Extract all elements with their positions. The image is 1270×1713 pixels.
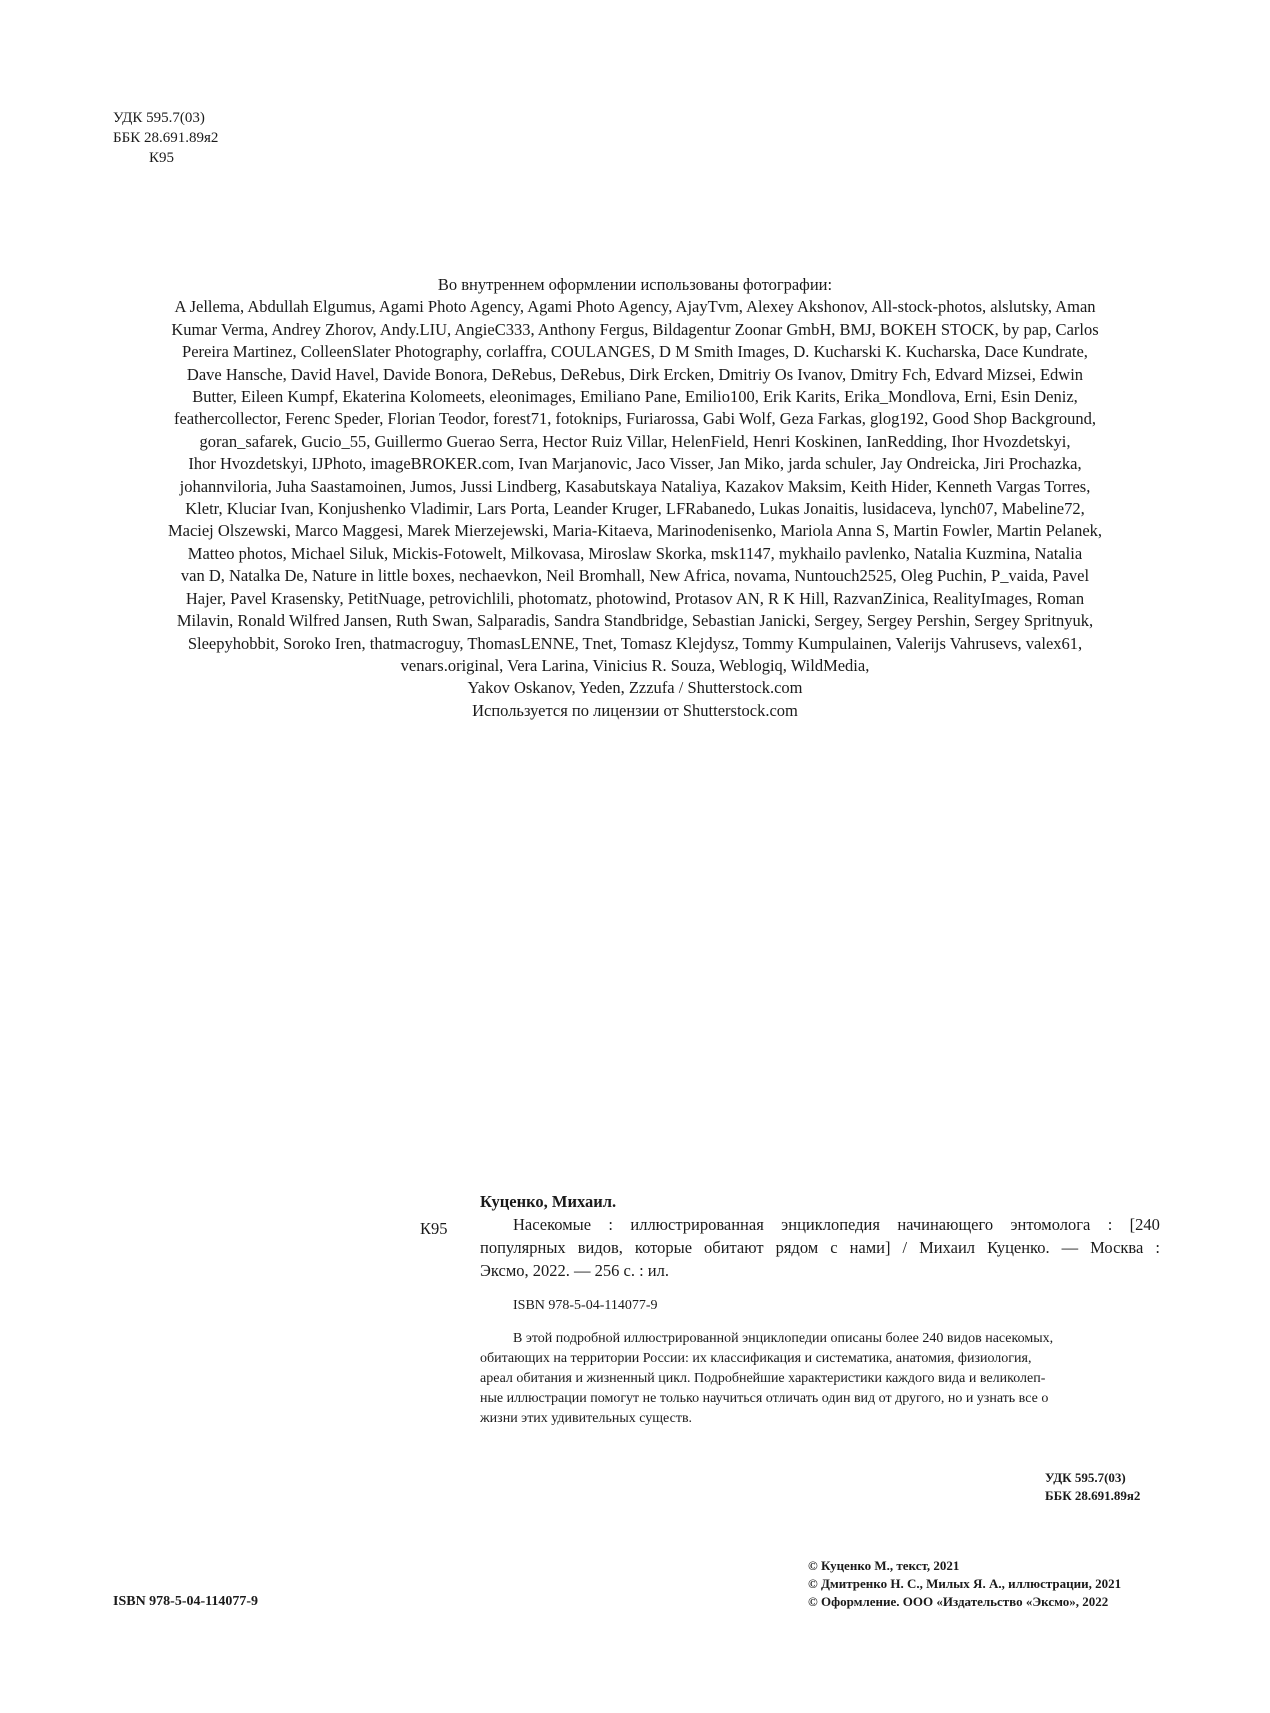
credits-line: Dave Hansche, David Havel, Davide Bonora, DeRebus, DeRebus, Dirk Ercken, Dmitriy Os Ivanov, Dmitry Fch, Edvard Mizsei, Edwin <box>186 364 1084 384</box>
credits-line: van D, Natalka De, Nature in little boxes, nechaevkon, Neil Bromhall, New Africa, novama, Nuntouch2525, Oleg Puchin, P_vaida, Pavel <box>180 566 1090 586</box>
title-word: : <box>1107 1215 1113 1234</box>
photo-credits-block <box>100 274 1170 722</box>
right-bbk-code: ББК 28.691.89я2 <box>1045 1488 1141 1503</box>
biblio-title-line-3: Эксмо, 2022. — 256 с. : ил. <box>480 1261 669 1280</box>
title-word: видов, <box>577 1238 623 1257</box>
credits-line: Yakov Oskanov, Yeden, Zzzufa / Shutterstock.com <box>467 678 803 698</box>
title-word: энтомолога <box>1010 1215 1091 1234</box>
credits-line: Milavin, Ronald Wilfred Jansen, Ruth Swan, Salparadis, Sandra Standbridge, Sebastian Janicki, Sergey, Sergey Pershin, Sergey Spritnyuk, <box>176 611 1094 631</box>
copyright-line: © Куценко М., текст, 2021 <box>808 1558 960 1573</box>
copyright-line: © Оформление. ООО «Издательство «Эксмо», 2022 <box>808 1594 1109 1609</box>
title-word: которые <box>634 1238 693 1257</box>
credits-line: A Jellema, Abdullah Elgumus, Agami Photo Agency, Agami Photo Agency, AjayTvm, Alexey Akshonov, All-stock-photos, alslutsky, Aman <box>174 297 1096 317</box>
credits-line: Butter, Eileen Kumpf, Ekaterina Kolomeets, eleonimages, Emiliano Pane, Emilio100, Erik Karits, Erika_Mondlova, Erni, Esin Deniz, <box>192 387 1078 407</box>
abstract-line: ареал обитания и жизненный цикл. Подробнейшие характеристики каждого вида и великолеп- <box>480 1371 1046 1386</box>
title-word: Михаил <box>919 1238 976 1257</box>
credits-heading: Во внутреннем оформлении использованы фотографии: <box>437 275 833 294</box>
credits-line: feathercollector, Ferenc Speder, Florian Teodor, forest71, fotoknips, Furiarossa, Gabi Wolf, Geza Farkas, glog192, Good Shop Background, <box>174 409 1096 429</box>
title-word: [240 <box>1129 1215 1160 1234</box>
title-word: начинающего <box>897 1215 994 1234</box>
title-word: энциклопедия <box>781 1215 880 1234</box>
title-word: обитают <box>704 1238 764 1257</box>
title-word: Насекомые <box>513 1215 592 1234</box>
credits-line: Kumar Verma, Andrey Zhorov, Andy.LIU, AngieC333, Anthony Fergus, Bildagentur Zoonar GmbH, BMJ, BOKEH STOCK, by pap, Carlos <box>171 319 1099 339</box>
credits-line: Hajer, Pavel Krasensky, PetitNuage, petrovichlili, photomatz, photowind, Protasov AN, R K Hill, RazvanZinica, RealityImages, Roman <box>185 588 1085 608</box>
title-word: / <box>902 1238 908 1257</box>
top-author-mark: К95 <box>149 150 175 166</box>
biblio-title-line-1 <box>480 1213 1160 1236</box>
top-bbk-code: ББК 28.691.89я2 <box>113 130 219 146</box>
title-word: иллюстрированная <box>630 1215 764 1234</box>
title-word: Москва <box>1090 1238 1144 1257</box>
title-word: популярных <box>480 1238 566 1257</box>
credits-license: Используется по лицензии от Shutterstock.com <box>472 700 798 720</box>
top-udk-code: УДК 595.7(03) <box>113 110 205 126</box>
biblio-author: Куценко, Михаил. <box>480 1192 617 1211</box>
abstract-line: ные иллюстрации помогут не только научиться отличать один вид от другого, но и узнать все о <box>480 1391 1049 1406</box>
credits-line: Sleepyhobbit, Soroko Iren, thatmacroguy, ThomasLENNE, Tnet, Tomasz Klejdysz, Tommy Kumpulainen, Valerijs Vahrusevs, valex61, <box>187 633 1083 653</box>
right-udk-code: УДК 595.7(03) <box>1045 1470 1126 1485</box>
title-word: рядом <box>775 1238 819 1257</box>
biblio-isbn: ISBN 978-5-04-114077-9 <box>513 1298 658 1313</box>
isbn-bottom: ISBN 978-5-04-114077-9 <box>113 1594 259 1609</box>
copyright-block <box>808 1557 1121 1611</box>
credits-line: johannviloria, Juha Saastamoinen, Jumos, Jussi Lindberg, Kasabutskaya Nataliya, Kazakov Maksim, Keith Hider, Kenneth Vargas Torres, <box>179 476 1091 496</box>
credits-line: Matteo photos, Michael Siluk, Mickis-Fotowelt, Milkovasa, Miroslaw Skorka, msk1147, mykhailo pavlenko, Natalia Kuzmina, Natalia <box>187 543 1083 563</box>
bibliographic-record <box>480 1190 1160 1429</box>
title-word: — <box>1061 1238 1079 1257</box>
biblio-abstract <box>480 1329 1160 1429</box>
biblio-title-line-2 <box>480 1236 1160 1259</box>
credits-line: goran_safarek, Gucio_55, Guillermo Guerao Serra, Hector Ruiz Villar, HelenField, Henri Koskinen, IanRedding, Ihor Hvozdetskyi, <box>199 431 1071 451</box>
biblio-author-mark: К95 <box>420 1219 448 1238</box>
title-word: Куценко. <box>987 1238 1050 1257</box>
abstract-line: В этой подробной иллюстрированной энциклопедии описаны более 240 видов насекомых, <box>513 1331 1054 1346</box>
title-word: нами] <box>849 1238 891 1257</box>
right-classification-block <box>1045 1469 1140 1505</box>
credits-line: Kletr, Kluciar Ivan, Konjushenko Vladimir, Lars Porta, Leander Kruger, LFRabanedo, Lukas Jonaitis, lusidaceva, lynch07, Mabeline72, <box>185 499 1085 519</box>
credits-line: Maciej Olszewski, Marco Maggesi, Marek Mierzejewski, Maria-Kitaeva, Marinodenisenko, Mariola Anna S, Martin Fowler, Martin Pelanek, <box>167 521 1103 541</box>
top-classification-block <box>113 108 218 168</box>
credits-line: venars.original, Vera Larina, Vinicius R. Souza, Weblogiq, WildMedia, <box>400 655 870 675</box>
abstract-line: жизни этих удивительных существ. <box>480 1411 693 1426</box>
abstract-line: обитающих на территории России: их классификация и систематика, анатомия, физиология, <box>480 1351 1032 1366</box>
title-word: : <box>1155 1238 1160 1257</box>
credits-line: Pereira Martinez, ColleenSlater Photography, corlaffra, COULANGES, D M Smith Images, D. Kucharski K. Kucharska, Dace Kundrate, <box>182 342 1088 362</box>
copyright-line: © Дмитренко Н. С., Милых Я. А., иллюстрации, 2021 <box>808 1576 1122 1591</box>
credits-line: Ihor Hvozdetskyi, IJPhoto, imageBROKER.com, Ivan Marjanovic, Jaco Visser, Jan Miko, jarda schuler, Jay Ondreicka, Jiri Prochazka, <box>188 454 1082 474</box>
title-word: с <box>830 1238 838 1257</box>
title-word: : <box>608 1215 614 1234</box>
